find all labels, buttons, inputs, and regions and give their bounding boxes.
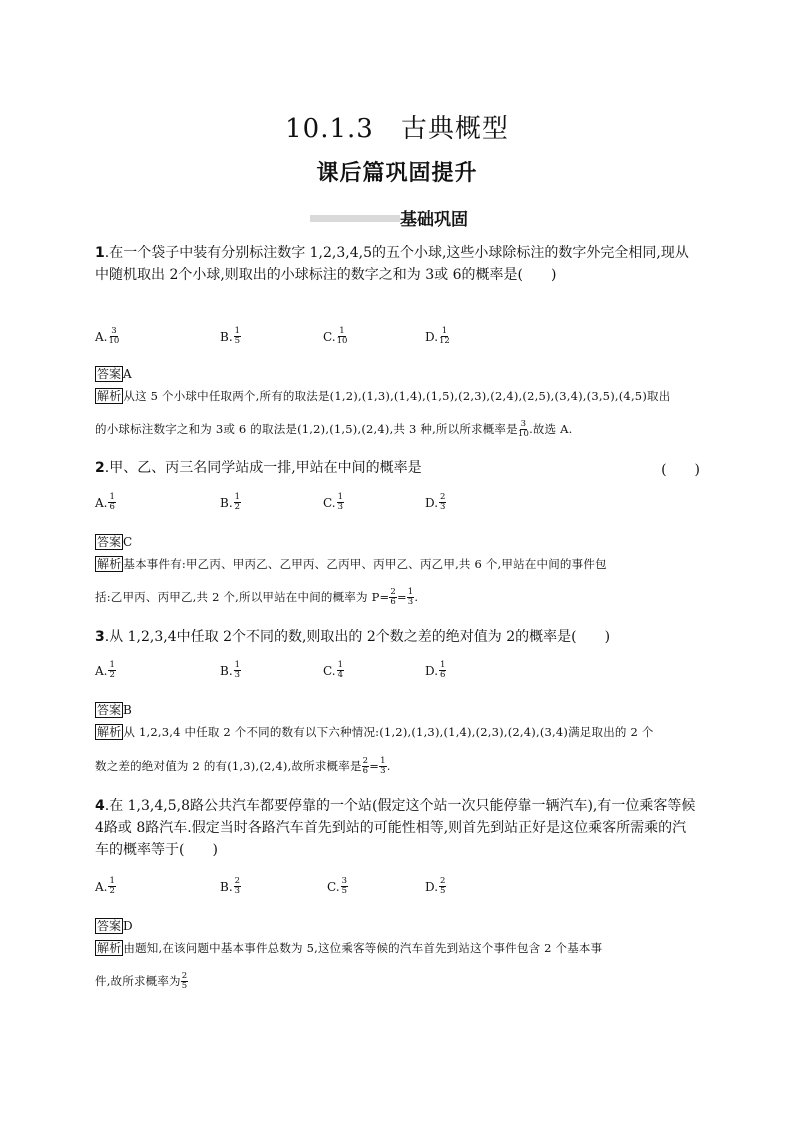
explanation-line: [95, 941, 700, 956]
text-fragment: 1: [440, 660, 446, 670]
question-4: [95, 795, 700, 861]
question-1: [95, 242, 700, 286]
question-2: [95, 457, 700, 479]
text-fragment: A.: [95, 663, 108, 678]
option-a: [95, 877, 116, 896]
text-fragment: 2: [362, 756, 369, 766]
explanation-line: [95, 725, 700, 740]
option-d: [425, 877, 446, 896]
text-fragment: 1: [109, 876, 115, 886]
text-fragment: 5: [234, 336, 241, 346]
option-c: [323, 661, 344, 680]
question-text: .从 1,2,3,4中任取 2个不同的数,则取出的 2个数之差的绝对值为 2的概率是( ): [104, 629, 611, 645]
explanation-line: [95, 420, 573, 439]
text-fragment: B.: [220, 329, 233, 344]
text-fragment: 1: [234, 660, 241, 670]
text-fragment: 3: [520, 419, 527, 429]
text-fragment: 10: [336, 336, 348, 346]
text-fragment: C.: [323, 495, 336, 510]
text-fragment: 1: [109, 660, 115, 670]
option-d: [425, 661, 446, 680]
text-fragment: 1: [109, 492, 115, 502]
page-subtitle: 课后篇巩固提升: [316, 160, 478, 186]
text-fragment: 12: [439, 336, 450, 346]
answer-tag: 答案: [97, 703, 122, 717]
question-number: 3: [95, 629, 105, 645]
option-d: [425, 493, 446, 512]
text-fragment: C.: [323, 663, 336, 678]
text-fragment: 的小球标注数字之和为 3或 6 的取法是(1,2),(1,5),(2,4),共 3 种,所以所求概率是: [95, 422, 518, 436]
text-fragment: 3: [407, 597, 414, 607]
section-decoration-bar: [310, 215, 400, 222]
answer-value: C: [123, 535, 133, 549]
option-c: [323, 493, 344, 512]
question-3: [95, 626, 700, 648]
text-fragment: 3: [440, 502, 446, 512]
answer-tag: 答案: [97, 367, 122, 381]
option-a: [95, 493, 116, 512]
text-fragment: C.: [323, 329, 336, 344]
text-fragment: 2: [440, 876, 446, 886]
answer-blank: ( ): [661, 462, 700, 478]
text-fragment: .: [414, 590, 419, 604]
explanation-line: [95, 557, 700, 572]
text-fragment: 5: [181, 981, 188, 991]
text-fragment: 2: [440, 492, 446, 502]
text-fragment: 3: [234, 670, 241, 680]
answer-value: D: [123, 919, 133, 933]
text-fragment: 10: [108, 336, 120, 346]
text-fragment: 5: [440, 886, 446, 896]
answer-value: A: [123, 367, 132, 381]
explain-tag: 解析: [97, 725, 122, 739]
text-fragment: 6: [440, 670, 446, 680]
text-fragment: 1: [380, 756, 386, 766]
question-number: 1: [95, 245, 105, 261]
explain-tag: 解析: [97, 941, 122, 955]
text-fragment: 6: [362, 766, 369, 776]
text-fragment: D.: [425, 663, 439, 678]
text-fragment: 3: [337, 502, 343, 512]
explanation-line: [95, 389, 700, 404]
option-b: [220, 661, 241, 680]
explanation-line: [95, 588, 418, 607]
text-fragment: 从 1,2,3,4 中任取 2 个不同的数有以下六种情况:(1,2),(1,3),(1,4),(2,3),(2,4),(3,4)满足取出的 2 个: [123, 725, 654, 739]
text-fragment: 1: [441, 326, 448, 336]
text-fragment: 2: [109, 886, 115, 896]
text-fragment: 4: [337, 670, 343, 680]
text-fragment: 3: [111, 326, 117, 336]
text-fragment: 3: [341, 876, 347, 886]
text-fragment: B.: [220, 879, 233, 894]
option-c: [323, 327, 347, 346]
text-fragment: 3: [234, 886, 241, 896]
text-fragment: 1: [407, 587, 414, 597]
text-fragment: 2: [234, 876, 241, 886]
text-fragment: A.: [95, 495, 108, 510]
answer-tag: 答案: [97, 919, 122, 933]
text-fragment: 2: [234, 502, 241, 512]
text-fragment: 由题知,在该问题中基本事件总数为 5,这位乘客等候的汽车首先到站这个事件包含 2 个基本事: [123, 941, 603, 955]
text-fragment: 1: [234, 492, 241, 502]
text-fragment: D.: [425, 329, 439, 344]
text-fragment: 6: [109, 502, 115, 512]
text-fragment: 1: [337, 660, 343, 670]
text-fragment: .: [386, 759, 391, 773]
text-fragment: 3: [380, 766, 386, 776]
option-b: [220, 327, 241, 346]
text-fragment: B.: [220, 663, 233, 678]
answer-row: [95, 363, 132, 382]
question-number: 2: [95, 460, 105, 476]
option-a: [95, 327, 119, 346]
explain-tag: 解析: [97, 557, 122, 571]
text-fragment: 6: [390, 597, 396, 607]
text-fragment: A.: [95, 879, 108, 894]
option-d: [425, 327, 450, 346]
text-fragment: 1: [337, 492, 343, 502]
text-fragment: 2: [390, 587, 396, 597]
question-number: 4: [95, 798, 105, 814]
option-b: [220, 493, 241, 512]
explanation-line: [95, 972, 188, 991]
text-fragment: D.: [425, 879, 439, 894]
text-fragment: 1: [339, 326, 345, 336]
explanation-line: [95, 757, 391, 776]
text-fragment: 5: [341, 886, 347, 896]
text-fragment: 10: [517, 429, 530, 439]
question-text: .在 1,3,4,5,8路公共汽车都要停靠的一个站(假定这个站一次只能停靠一辆汽车),有一位乘客等候 4路或 8路汽车.假定当时各路汽车首先到站的可能性相等,则首先到站正好是这位乘客所需乘的汽车的概率等于( ): [95, 798, 696, 858]
option-b: [220, 877, 241, 896]
answer-tag: 答案: [97, 535, 122, 549]
answer-row: [95, 699, 132, 718]
option-a: [95, 661, 116, 680]
text-fragment: 件,故所求概率为: [95, 974, 181, 988]
text-fragment: C.: [327, 879, 340, 894]
text-fragment: 2: [181, 971, 188, 981]
text-fragment: 1: [234, 326, 241, 336]
section-heading: 基础巩固: [400, 210, 468, 230]
text-fragment: =: [369, 759, 380, 773]
text-fragment: A.: [95, 329, 108, 344]
answer-row: [95, 531, 132, 550]
question-text: .在一个袋子中装有分别标注数字 1,2,3,4,5的五个小球,这些小球除标注的数字外完全相同,现从中随机取出 2个小球,则取出的小球标注的数字之和为 3或 6的概率是( ): [95, 245, 689, 283]
question-text: .甲、乙、丙三名同学站成一排,甲站在中间的概率是: [104, 460, 422, 476]
text-fragment: D.: [425, 495, 439, 510]
answer-value: B: [123, 703, 132, 717]
text-fragment: B.: [220, 495, 233, 510]
explain-tag: 解析: [97, 389, 122, 403]
text-fragment: 从这 5 个小球中任取两个,所有的取法是(1,2),(1,3),(1,4),(1,5),(2,3),(2,4),(2,5),(3,4),(3,5),(4,5)取出: [123, 389, 671, 403]
text-fragment: 括:乙甲丙、丙甲乙,共 2 个,所以甲站在中间的概率为 P=: [95, 590, 390, 604]
text-fragment: =: [396, 590, 407, 604]
option-c: [327, 877, 348, 896]
text-fragment: 2: [109, 670, 115, 680]
text-fragment: 基本事件有:甲乙丙、甲丙乙、乙甲丙、乙丙甲、丙甲乙、丙乙甲,共 6 个,甲站在中间的事件包: [123, 557, 607, 571]
text-fragment: 数之差的绝对值为 2 的有(1,3),(2,4),故所求概率是: [95, 759, 362, 773]
text-fragment: .故选 A.: [529, 422, 573, 436]
page-title: 10.1.3 古典概型: [285, 114, 509, 144]
answer-row: [95, 915, 133, 934]
